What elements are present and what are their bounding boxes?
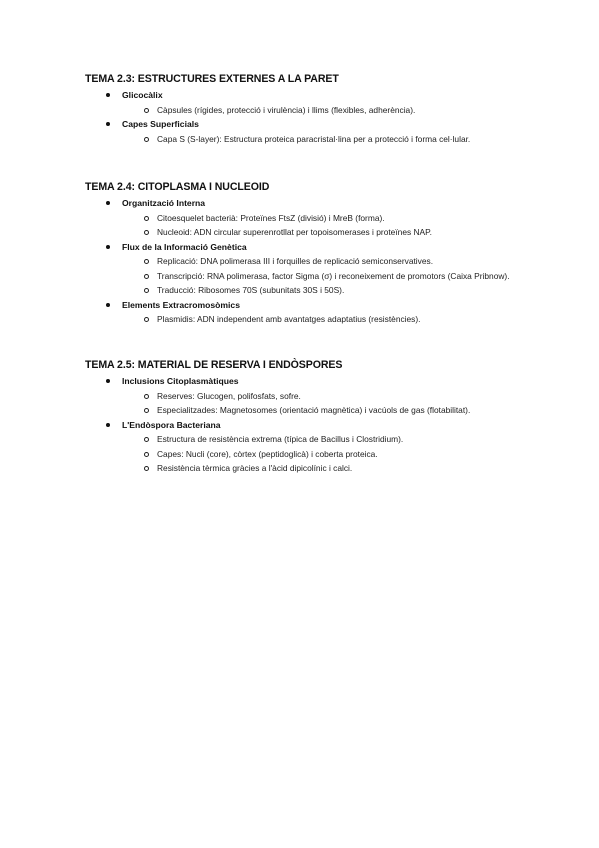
list-item (85, 298, 525, 327)
circle-bullet-icon (144, 452, 149, 457)
bullet-icon (106, 379, 110, 383)
item-label: Organització Interna (122, 198, 206, 208)
sub-item: Càpsules (rígides, protecció i virulència) i llims (flexibles, adherència). (122, 103, 525, 118)
sub-list (122, 132, 525, 147)
sub-list (122, 389, 525, 418)
bullet-icon (106, 423, 110, 427)
section-heading: TEMA 2.5: MATERIAL DE RESERVA I ENDÒSPORES (85, 359, 343, 371)
sub-item: Traducció: Ribosomes 70S (subunitats 30S i 50S). (122, 283, 525, 298)
circle-bullet-icon (144, 288, 149, 293)
sub-list (122, 211, 525, 240)
sub-item: Reserves: Glucogen, polifosfats, sofre. (122, 389, 525, 404)
bullet-icon (106, 201, 110, 205)
sub-list (122, 103, 525, 118)
circle-bullet-icon (144, 394, 149, 399)
sub-list (122, 254, 525, 298)
circle-bullet-icon (144, 216, 149, 221)
section-heading: TEMA 2.4: CITOPLASMA I NUCLEOID (85, 181, 270, 193)
sub-item: Nucleoid: ADN circular superenrotllat per topoisomerases i proteïnes NAP. (122, 225, 525, 240)
sub-item: Especialitzades: Magnetosomes (orientació magnètica) i vacúols de gas (flotabilitat). (122, 403, 525, 418)
circle-bullet-icon (144, 108, 149, 113)
bullet-list (85, 374, 525, 476)
bullet-icon (106, 93, 110, 97)
section-heading: TEMA 2.3: ESTRUCTURES EXTERNES A LA PARET (85, 73, 339, 85)
section-tema-2-5 (85, 358, 525, 476)
section-tema-2-3 (85, 72, 525, 146)
item-label: Inclusions Citoplasmàtiques (122, 376, 239, 386)
sub-item: Estructura de resistència extrema (típica de Bacillus i Clostridium). (122, 432, 525, 447)
sub-list (122, 312, 525, 327)
list-item (85, 418, 525, 476)
sub-list (122, 432, 525, 476)
item-label: Flux de la Informació Genètica (122, 241, 247, 252)
list-item (85, 374, 525, 418)
circle-bullet-icon (144, 408, 149, 413)
sub-item: Plasmidis: ADN independent amb avantatges adaptatius (resistències). (122, 312, 525, 327)
sub-item: Capes: Nucli (core), còrtex (peptidoglicà) i coberta proteica. (122, 447, 525, 462)
item-label: L'Endòspora Bacteriana (122, 419, 221, 430)
sub-item: Capa S (S-layer): Estructura proteica paracristal·lina per a protecció i forma cel·lular. (122, 132, 525, 147)
list-item (85, 88, 525, 117)
item-label: Glicocàlix (122, 90, 163, 100)
item-label: Capes Superficials (122, 119, 199, 129)
sub-item: Transcripció: RNA polimerasa, factor Sigma (σ) i reconeixement de promotors (Caixa Pribnow). (122, 269, 525, 284)
circle-bullet-icon (144, 274, 149, 279)
bullet-icon (106, 245, 110, 249)
bullet-icon (106, 303, 110, 307)
circle-bullet-icon (144, 230, 149, 235)
circle-bullet-icon (144, 259, 149, 264)
sub-item: Citoesquelet bacterià: Proteïnes FtsZ (divisió) i MreB (forma). (122, 211, 525, 226)
bullet-list (85, 88, 525, 146)
sub-item: Replicació: DNA polimerasa III i forquilles de replicació semiconservatives. (122, 254, 525, 269)
circle-bullet-icon (144, 137, 149, 142)
section-tema-2-4 (85, 180, 525, 327)
circle-bullet-icon (144, 437, 149, 442)
list-item (85, 240, 525, 298)
item-label: Elements Extracromosòmics (122, 299, 240, 310)
bullet-list (85, 196, 525, 327)
circle-bullet-icon (144, 317, 149, 322)
list-item (85, 196, 525, 240)
list-item (85, 117, 525, 146)
sub-item: Resistència tèrmica gràcies a l'àcid dipicolínic i calci. (122, 461, 525, 476)
circle-bullet-icon (144, 466, 149, 471)
bullet-icon (106, 122, 110, 126)
